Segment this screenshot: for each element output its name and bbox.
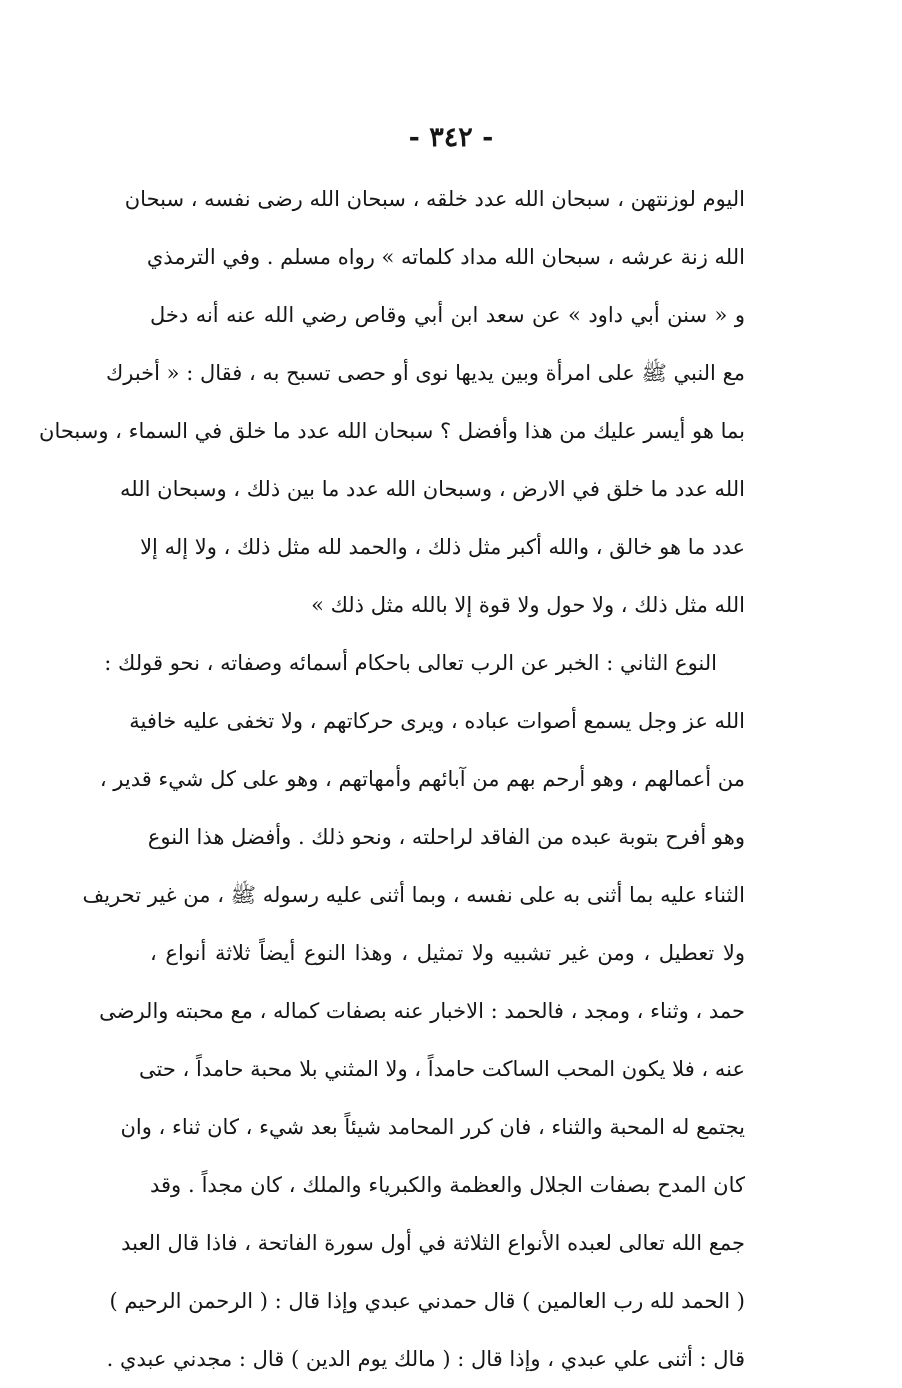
text-line: يجتمع له المحبة والثناء ، فان كرر المحامد شيئاً بعد شيء ، كان ثناء ، وان (120, 1115, 745, 1139)
text-line: الله عدد ما خلق في الارض ، وسبحان الله عدد ما بين ذلك ، وسبحان الله (120, 477, 745, 501)
text-line: كان المدح بصفات الجلال والعظمة والكبرياء والملك ، كان مجداً . وقد (150, 1173, 745, 1197)
text-line: ولا تعطيل ، ومن غير تشبيه ولا تمثيل ، وهذا النوع أيضاً ثلاثة أنواع ، (150, 941, 745, 965)
text-line: و « سنن أبي داود » عن سعد ابن أبي وقاص رضي الله عنه أنه دخل (150, 303, 745, 327)
body-text (39, 170, 745, 1388)
text-line: قال : أثنى علي عبدي ، وإذا قال : ( مالك يوم الدين ) قال : مجدني عبدي . (106, 1347, 745, 1371)
text-line: عدد ما هو خالق ، والله أكبر مثل ذلك ، والحمد لله مثل ذلك ، ولا إله إلا (140, 535, 745, 559)
text-line: مع النبي ﷺ على امرأة وبين يديها نوى أو حصى تسبح به ، فقال : « أخبرك (105, 361, 745, 385)
text-line: عنه ، فلا يكون المحب الساكت حامداً ، ولا المثني بلا محبة حامداً ، حتى (139, 1057, 745, 1081)
text-line: بما هو أيسر عليك من هذا وأفضل ؟ سبحان الله عدد ما خلق في السماء ، وسبحان (39, 419, 745, 443)
text-line: وهو أفرح بتوبة عبده من الفاقد لراحلته ، ونحو ذلك . وأفضل هذا النوع (147, 825, 745, 849)
text-line: ( الحمد لله رب العالمين ) قال حمدني عبدي وإذا قال : ( الرحمن الرحيم ) (109, 1289, 745, 1313)
text-line: الثناء عليه بما أثنى به على نفسه ، وبما أثنى عليه رسوله ﷺ ، من غير تحريف (82, 883, 745, 907)
text-line: جمع الله تعالى لعبده الأنواع الثلاثة في أول سورة الفاتحة ، فاذا قال العبد (121, 1231, 745, 1255)
text-line: الله عز وجل يسمع أصوات عباده ، ويرى حركاتهم ، ولا تخفى عليه خافية (129, 709, 745, 733)
text-line: من أعمالهم ، وهو أرحم بهم من آبائهم وأمهاتهم ، وهو على كل شيء قدير ، (99, 767, 745, 791)
text-line: اليوم لوزنتهن ، سبحان الله عدد خلقه ، سبحان الله رضى نفسه ، سبحان (124, 187, 745, 211)
text-line: الله مثل ذلك ، ولا حول ولا قوة إلا بالله مثل ذلك » (311, 593, 745, 617)
text-line: حمد ، وثناء ، ومجد ، فالحمد : الاخبار عنه بصفات كماله ، مع محبته والرضى (99, 999, 745, 1023)
paragraph-start-line: النوع الثاني : الخبر عن الرب تعالى باحكام أسمائه وصفاته ، نحو قولك : (104, 651, 717, 675)
text-line: الله زنة عرشه ، سبحان الله مداد كلماته » رواه مسلم . وفي الترمذي (146, 245, 745, 269)
page-number: - ٣٤٢ - (408, 122, 494, 153)
